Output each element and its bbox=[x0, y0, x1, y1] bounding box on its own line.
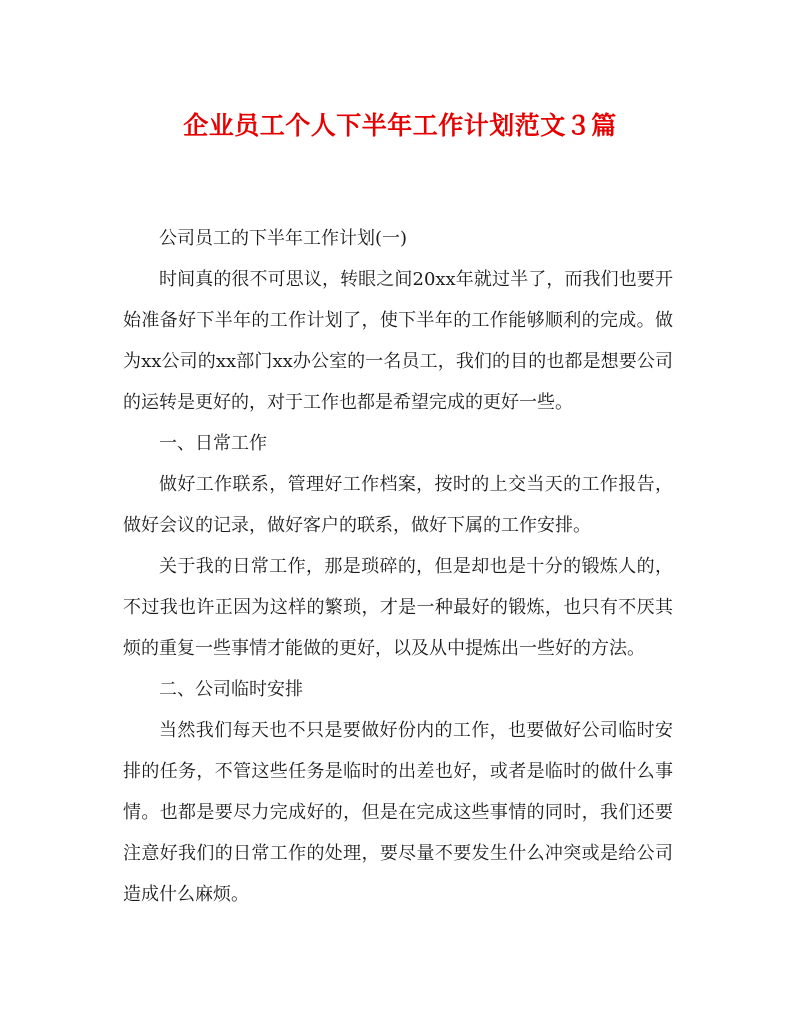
section-heading-temporary-arrangements: 二、公司临时安排 bbox=[159, 679, 303, 700]
document-title: 企业员工个人下半年工作计划范文３篇 bbox=[183, 111, 617, 140]
section-heading-plan-one: 公司员工的下半年工作计划(一) bbox=[159, 228, 408, 249]
paragraph-temporary-tasks: 当然我们每天也不只是要做好份内的工作，也要做好公司临时安排的任务，不管这些任务是临时的出差也好，或者是临时的做什么事情。也都是要尽力完成好的，但是在完成这些事情的同时，我们还要注意好我们的日常工作的处理，要尽量不要发生什么冲突或是给公司造成什么麻烦。 bbox=[123, 720, 673, 905]
section-heading-daily-work: 一、日常工作 bbox=[159, 433, 267, 454]
paragraph-intro: 时间真的很不可思议，转眼之间20xx年就过半了，而我们也要开始准备好下半年的工作计划了，使下半年的工作能够顺利的完成。做为xx公司的xx部门xx办公室的一名员工，我们的目的也都是想要公司的运转是更好的，对于工作也都是希望完成的更好一些。 bbox=[123, 269, 673, 413]
document-body bbox=[123, 218, 673, 915]
paragraph-daily-tasks: 做好工作联系，管理好工作档案，按时的上交当天的工作报告，做好会议的记录，做好客户的联系，做好下属的工作安排。 bbox=[123, 474, 673, 536]
paragraph-daily-reflection: 关于我的日常工作，那是琐碎的，但是却也是十分的锻炼人的，不过我也许正因为这样的繁琐，才是一种最好的锻炼，也只有不厌其烦的重复一些事情才能做的更好，以及从中提炼出一些好的方法。 bbox=[123, 556, 673, 659]
